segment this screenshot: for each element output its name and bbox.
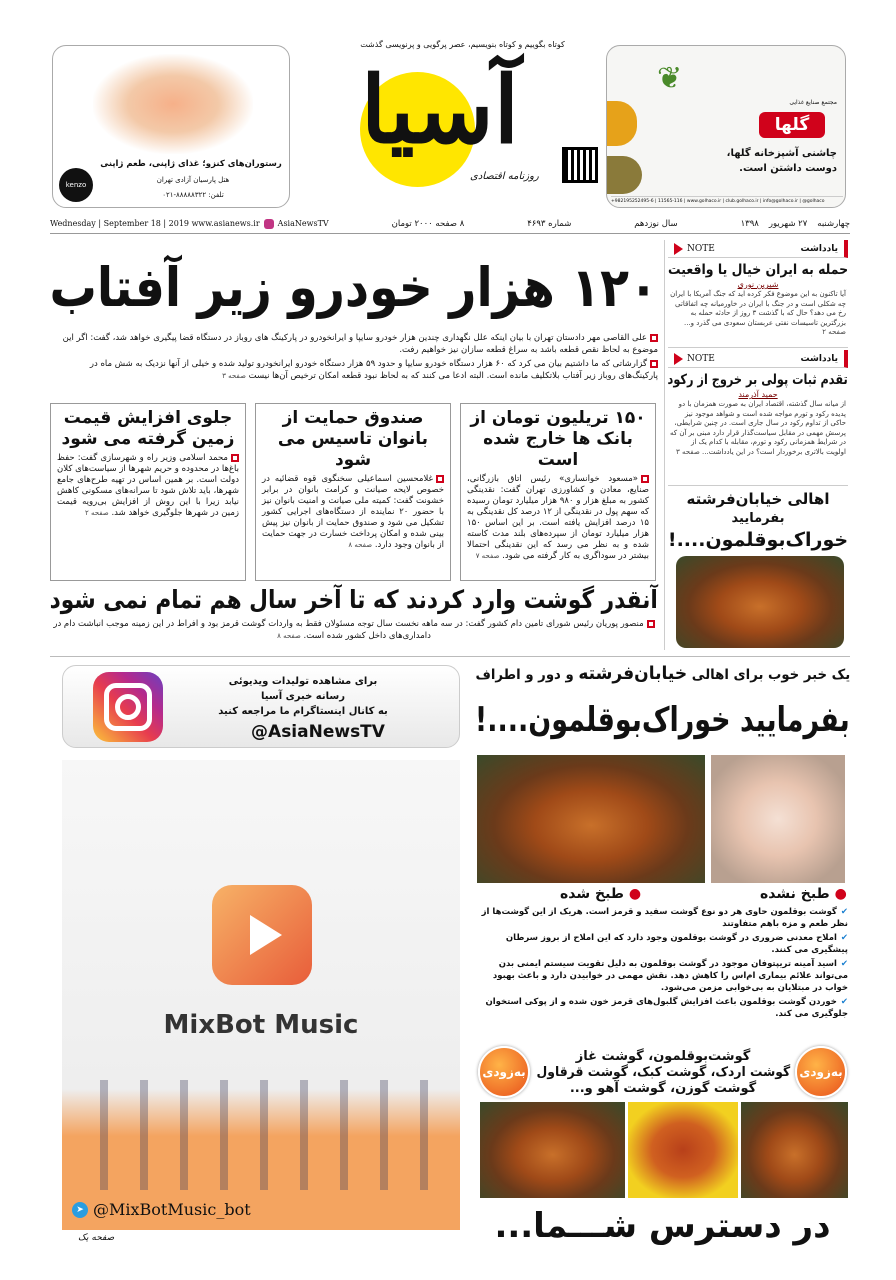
date-year: ۱۳۹۸ — [740, 218, 759, 229]
triangle-icon — [674, 353, 683, 365]
golha-slogan: چاشنی آشپزخانه گلها، دوست داشتن است. — [726, 148, 837, 174]
page-label: صفحه یک — [78, 1233, 115, 1243]
column-divider — [664, 240, 665, 650]
story-title: جلوی افزایش قیمت زمین گرفته می شود — [61, 408, 235, 449]
bullet-icon — [650, 334, 658, 342]
issue-number: شماره ۴۶۹۳ — [527, 218, 572, 229]
spice-image — [607, 101, 637, 146]
golha-contact: +982195252495-6 | 11565-116 | www.golhaco.ir | club.golhaco.ir | info@golhaco.ir | @golhaco — [611, 196, 843, 204]
turkey-image — [676, 556, 844, 648]
raw-turkey-image — [711, 755, 845, 883]
soon-item: گوشت گوزن، گوشت آهو و... — [569, 1081, 757, 1096]
story-box[interactable] — [460, 403, 656, 581]
date: ۲۷ شهریور — [768, 218, 808, 229]
ad-golha[interactable] — [606, 45, 846, 208]
instagram-handle[interactable] — [213, 721, 423, 743]
bullet-icon — [641, 475, 649, 483]
telegram-handle: @MixBotMusic_bot — [93, 1200, 251, 1219]
page-ref[interactable]: صفحه ۷ — [475, 552, 500, 560]
info-bar — [50, 214, 850, 234]
second-headline[interactable] — [50, 584, 658, 616]
ad-address-text: هتل پارسیان آزادی تهران — [156, 176, 230, 184]
golha-logo: گلها — [759, 112, 825, 138]
ad-address — [123, 174, 263, 186]
story-box[interactable] — [50, 403, 246, 581]
bullet-icon — [231, 454, 239, 462]
dish-image — [480, 1102, 625, 1198]
story-title: صندوق حمایت از بانوان تاسیس می شود — [277, 408, 429, 470]
turkey-bullet: خوردن گوشت بوقلمون باعث افزایش گلبول‌های قرمز خون شده و از پوکی استخوان جلوگیری می کند. — [485, 997, 848, 1019]
ad-title — [97, 158, 285, 171]
turkey-promo-side[interactable] — [668, 489, 848, 553]
label-cooked: ● طبخ شده — [560, 886, 642, 902]
qr-code[interactable] — [562, 147, 598, 183]
ad-title-text: رستوران‌های کنزو؛ غذای ژاپنی، طعم ژاپنی — [100, 159, 282, 169]
note-body: از میانه سال گذشته، اقتصاد ایران به صورت همزمان با دو پدیده رکود و تورم مواجه شده است و شواهد موجود نیز حاکی از تداوم رکود در سال جاری است. در چنین شرایطی، پرسش مهمی در مقابل سیاست‌گذار قرار دارد مبنی بر آن که در شرایط همزمانی رکود و تورم، مقابله با کدام یک از اولویت بالاتری برخوردار است؟ در این یادداشت... — [670, 400, 846, 456]
kicker-part: یک خبر خوب برای اهالی — [691, 667, 850, 683]
lead-bullets — [50, 332, 658, 382]
instagram-icon — [93, 672, 163, 742]
soon-item: گوشت اردک، گوشت کبک، گوشت قرقاول — [536, 1065, 790, 1080]
note-en-label: NOTE — [687, 243, 715, 254]
page-ref[interactable]: صفحه ۳ — [222, 372, 246, 380]
dish-image — [628, 1102, 738, 1198]
lead-headline[interactable] — [50, 248, 658, 328]
label-raw: ● طبخ نشده — [760, 886, 847, 902]
slogan — [330, 38, 595, 51]
story-body: محمد اسلامی وزیر راه و شهرسازی گفت: حفظ باغ‌ها در محدوده و حریم شهرها از سیاست‌های کلان دولت است. بر همین اساس در تهیه طرح‌های جامع شهرها، باید تلاش شود تا سرانه‌های مسکونی کاهش نیابد زیرا با این روش از افزایش بی‌رویه قیمت زمین در شهرها جلوگیری خواهد شد. — [57, 453, 239, 518]
page-ref[interactable]: صفحه ۲ — [822, 328, 846, 336]
ad-line: رسانه خبری آسیا — [261, 691, 345, 702]
herb-icon: ❦ — [657, 61, 683, 96]
turkey-bullets — [478, 906, 848, 1020]
label-text: طبخ نشده — [760, 886, 830, 902]
logo-subtitle: روزنامه اقتصادی — [470, 171, 539, 182]
turkey-bullet: املاح معدنی ضروری در گوشت بوقلمون وجود دارد که این املاح از بروز سرطان پیشگیری می کنند. — [505, 933, 848, 955]
note-label: یادداشت — [800, 353, 838, 364]
english-date: Wednesday | September 18 | 2019 www.asianews.ir — [50, 219, 260, 228]
check-icon: ✔ — [840, 933, 848, 943]
ad-kenzo[interactable] — [52, 45, 290, 208]
story-body: «مسعود خوانساری» رئیس اتاق بازرگانی، صنایع، معادن و کشاورزی تهران گفت: نقدینگی کشور به مبلغ هزار و ۹۸۰ هزار میلیارد تومان رسیده که سهم پول در نقدینگی از ۱۲ درصد کل نقدینگی به ۱۵ درصد افزایش یافته است. بر این اساس ۱۵۰ هزار میلیارد تومان از سپرده‌های بلند مدت کاسته شده و به نظر می رسد که این نقدینگی احتمالا بیشتر در سوداگری به کار گرفته می شود. — [467, 474, 649, 561]
section-divider — [50, 656, 850, 657]
soon-badge: به‌زودی — [795, 1046, 847, 1098]
story-title: ۱۵۰ تریلیون تومان از بانک ها خارج شده است — [470, 408, 646, 470]
second-headline-text: آنقدر گوشت وارد کردند که تا آخر سال هم تمام نمی شود — [49, 585, 659, 614]
note-column[interactable] — [668, 240, 848, 348]
triangle-icon — [674, 243, 683, 255]
note-body: آیا تاکنون به این موضوع فکر کرده اید که جنگ آمریکا با ایران چه شکلی است و در جنگ با ایران در خاورمیانه چه اتفاقاتی رخ می دهد؟ حال که با گذشت ۳ روز از حادثه حمله به بزرگترین تاسیسات نفتی عربستان سعودی می گذرد و... — [670, 290, 846, 327]
lead-bullet: گزارشاتی که ما داشتیم بیان می کرد که ۶۰ هزار دستگاه خودرو سایپا و حدود ۵۹ هزار دستگاه خودرو ایرانخودرو تولید شده و خیلی از آنها نزدیک به شش ماه در پارکینگ‌های روباز زیر آفتاب بلاتکلیف مانده است. البته ادعا می کنند که به لحاظ نبود قطعه امکان ترخیص آن‌ها نیست — [89, 359, 658, 381]
weekday: چهارشنبه — [817, 218, 850, 229]
note-title: حمله به ایران خیال یا واقعیت — [667, 262, 849, 278]
label-text: طبخ شده — [560, 886, 624, 902]
story-body: غلامحسین اسماعیلی سخنگوی قوه قضائیه در خصوص لایحه صیانت و کرامت بانوان در برابر خشونت گفت: کمیته ملی صیانت و امنیت بانوان نیز با حضور ۲۰ نماینده از دستگاه‌های اجرایی کشور تشکیل می شود و صندوق حمایت از بانوان نیز پیش بینی شده و امکان پرداخت خسارت در جهت حمایت از بانوان وجود دارد. — [262, 474, 444, 550]
lead-bullet: علی القاصی مهر دادستان تهران با بیان اینکه علل نگهداری چندین هزار خودرو سایپا و ایرانخودرو در پارکینگ های روباز در دستگاه قضا پیگیری خواهد شد، گفت: اگر این موضوع به لحاظ نقص قطعه باشد به سراغ قطعه سازان نیز خواهیم رفت. — [62, 333, 658, 355]
turkey-headline-text: بفرمایید خوراک‌بوقلمون....! — [475, 700, 850, 740]
telegram-icon: ➤ — [72, 1202, 88, 1218]
note-author: شیرین نوری — [737, 280, 779, 289]
story-box[interactable] — [255, 403, 451, 581]
soon-item: گوشت‌بوقلمون، گوشت غاز — [575, 1049, 751, 1064]
second-text: منصور پوریان رئیس شورای تامین دام کشور گفت: در سه ماهه نخست سال توجه مسئولان فقط به واردات گوشت قرمز بود و افراط در این زمینه موجب انباشت دام در دامداری‌های داخل کشور شده است. — [53, 619, 644, 641]
second-body — [50, 618, 658, 642]
promo-line: اهالی خیابان‌فرشته — [686, 490, 830, 508]
note-column[interactable] — [668, 350, 848, 486]
ad-phone-text: تلفن: ۸۸۸۸۸۳۲۲-۰۲۱ — [162, 191, 224, 199]
turkey-bullet: گوشت بوقلمون حاوی هر دو نوع گوشت سفید و قرمز است. هریک از این گوشت‌ها از نظر طعم و مزه باهم متفاوتند — [481, 907, 848, 929]
bullet-icon — [647, 620, 655, 628]
page-ref[interactable]: صفحه ۸ — [277, 632, 301, 640]
newspaper-logo — [320, 58, 560, 163]
dish-image — [741, 1102, 848, 1198]
logo-text: آسیا — [360, 56, 520, 164]
sushi-image — [93, 54, 253, 154]
turkey-headline[interactable] — [475, 692, 850, 748]
check-icon: ✔ — [840, 997, 848, 1007]
lead-headline-text: ۱۲۰ هزار خودرو زیر آفتاب — [49, 256, 659, 319]
mixbot-ad[interactable] — [62, 760, 460, 1230]
soon-list — [536, 1049, 790, 1097]
page-ref[interactable]: صفحه ۸ — [348, 541, 373, 549]
promo-line: خوراک‌بوقلمون....! — [667, 529, 849, 551]
kicker-part: و دور و اطراف — [475, 667, 574, 683]
telegram-link[interactable] — [72, 1200, 251, 1219]
play-logo-icon — [212, 885, 312, 985]
ad-line: برای مشاهده تولیدات ویدیوئی — [228, 676, 378, 687]
ad-line: به کانال اینستاگرام ما مراجعه کنید — [218, 706, 388, 717]
instagram-ad[interactable] — [62, 665, 460, 748]
mixbot-title: MixBot Music — [163, 1010, 359, 1040]
check-icon: ✔ — [840, 907, 848, 917]
page-ref[interactable]: صفحه ۲ — [85, 509, 109, 517]
cooked-turkey-image — [477, 755, 705, 883]
slogan-text: کوتاه بگوییم و کوتاه بنویسیم، عصر پرگویی و پرنویسی گذشت — [360, 40, 565, 49]
note-title: تقدم ثبات پولی بر خروج از رکود — [667, 372, 849, 388]
turkey-footer — [475, 1202, 850, 1250]
spice-image — [607, 156, 642, 194]
page-ref[interactable]: صفحه ۳ — [676, 447, 700, 456]
instagram-icon — [264, 219, 274, 229]
instagram-handle-text: @AsiaNewsTV — [251, 722, 385, 742]
kicker-part: خیابان‌فرشته — [577, 663, 687, 684]
instagram-handle[interactable]: AsiaNewsTV — [277, 219, 329, 228]
turkey-kicker — [475, 662, 850, 686]
turkey-bullet: اسید آمینه تریپتوفان موجود در گوشت بوقلمون به دلیل تقویت سیستم ایمنی بدن می‌تواند علائم بیماری ام‌اس را کاهش دهد. نقش مهمی در خوابیدن دارد و باعث بهبود خواب در مبتلایان به بی‌خوابی مزمن می‌شود. — [492, 959, 848, 993]
kenzo-logo: kenzo — [59, 168, 93, 202]
bullet-icon — [650, 360, 658, 368]
volume-year: سال نوزدهم — [634, 218, 678, 229]
promo-line: بفرمایید — [731, 511, 785, 526]
golha-group: مجتمع صنایع غذایی — [789, 99, 837, 106]
note-en-label: NOTE — [687, 353, 715, 364]
price: ۸ صفحه ۲۰۰۰ تومان — [391, 218, 465, 229]
bullet-icon — [436, 475, 444, 483]
check-icon: ✔ — [840, 959, 848, 969]
musicians-illustration — [82, 1080, 442, 1190]
soon-badge: به‌زودی — [478, 1046, 530, 1098]
note-author: حمید آذرمند — [738, 390, 778, 399]
ad-phone — [123, 189, 263, 201]
turkey-footer-text: در دسترس شـــما... — [494, 1206, 831, 1246]
note-label: یادداشت — [800, 243, 838, 254]
